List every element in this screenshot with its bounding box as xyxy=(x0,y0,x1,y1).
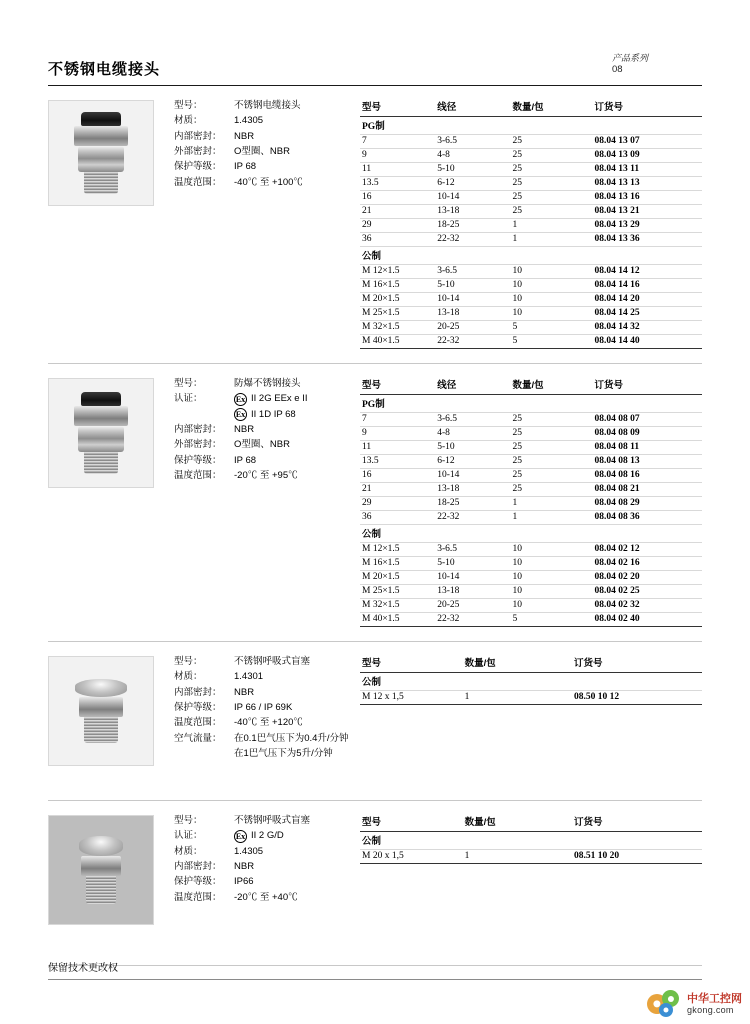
table-row xyxy=(360,412,702,426)
spec-value: 1.4305 xyxy=(234,115,264,127)
column-header-diameter: 线径 xyxy=(435,98,510,117)
table-group-row xyxy=(360,831,702,849)
column-header-type: 型号 xyxy=(360,813,463,832)
spec-label: 内部密封： xyxy=(174,861,222,873)
cell-qty: 1 xyxy=(510,496,592,510)
cell-type: M 12 x 1,5 xyxy=(360,690,463,704)
cell-order: 08.04 08 13 xyxy=(593,454,702,468)
spec-value: IP66 xyxy=(234,876,254,888)
cell-type: 11 xyxy=(360,440,435,454)
spec-value: NBR xyxy=(234,861,255,873)
watermark-url: gkong.com xyxy=(687,1005,734,1016)
product-table-3 xyxy=(354,654,702,705)
table-row xyxy=(360,334,702,348)
cell-type: 11 xyxy=(360,162,435,176)
footer-rule xyxy=(48,979,702,980)
page-header xyxy=(48,52,702,86)
cell-order: 08.04 14 25 xyxy=(593,306,702,320)
cell-diameter: 6-12 xyxy=(435,176,510,190)
cell-type: 7 xyxy=(360,412,435,426)
cell-type: 29 xyxy=(360,496,435,510)
spec-label: 材质： xyxy=(174,845,203,857)
product-specs-4 xyxy=(156,813,354,905)
spec-value: 不锈钢电缆接头 xyxy=(234,99,301,111)
cell-diameter: 22-32 xyxy=(435,612,510,626)
cell-type: 21 xyxy=(360,204,435,218)
product-table-4 xyxy=(354,813,702,864)
product-photo-cell xyxy=(48,813,156,925)
cell-qty: 10 xyxy=(510,556,592,570)
cell-type: M 12×1.5 xyxy=(360,542,435,556)
column-header-qty: 数量/包 xyxy=(510,376,592,395)
cell-order: 08.04 08 07 xyxy=(593,412,702,426)
cell-qty: 25 xyxy=(510,426,592,440)
cell-diameter: 13-18 xyxy=(435,584,510,598)
cell-qty: 1 xyxy=(463,690,572,704)
cell-qty: 25 xyxy=(510,134,592,148)
cell-order: 08.04 13 07 xyxy=(593,134,702,148)
spec-row xyxy=(174,844,354,859)
product-specs-3 xyxy=(156,654,354,762)
cell-diameter: 10-14 xyxy=(435,468,510,482)
cell-type: M 25×1.5 xyxy=(360,306,435,320)
cell-qty: 10 xyxy=(510,570,592,584)
product-block-1 xyxy=(48,86,702,349)
table-row xyxy=(360,612,702,626)
spec-label: 外部密封： xyxy=(174,146,222,158)
ex-text: II 2G EEx e II xyxy=(251,393,308,405)
spec-value: 不锈钢呼吸式盲塞 xyxy=(234,814,311,826)
column-header-qty: 数量/包 xyxy=(463,813,572,832)
ex-icon: Ex xyxy=(235,831,246,841)
spec-row xyxy=(174,669,354,684)
spec-row xyxy=(174,746,354,761)
spec-row xyxy=(174,715,354,730)
group-label: 公制 xyxy=(360,246,702,264)
table-row xyxy=(360,510,702,524)
spec-label: 认证： xyxy=(174,393,203,405)
cell-diameter: 13-18 xyxy=(435,306,510,320)
spec-row xyxy=(174,159,354,174)
product-block-3 xyxy=(48,642,702,766)
column-header-order: 订货号 xyxy=(593,376,702,395)
cell-type: 9 xyxy=(360,148,435,162)
table-row xyxy=(360,556,702,570)
spec-value: 1.4305 xyxy=(234,845,264,857)
product-photo-cell xyxy=(48,376,156,488)
cell-qty: 5 xyxy=(510,334,592,348)
spec-label: 保护等级： xyxy=(174,454,222,466)
table-row xyxy=(360,570,702,584)
cell-qty: 1 xyxy=(510,232,592,246)
cell-order: 08.04 08 29 xyxy=(593,496,702,510)
cell-diameter: 4-8 xyxy=(435,426,510,440)
ex-certification-line xyxy=(234,407,354,422)
cell-order: 08.04 08 16 xyxy=(593,468,702,482)
table-row xyxy=(360,134,702,148)
cell-order: 08.04 13 13 xyxy=(593,176,702,190)
spec-row xyxy=(174,129,354,144)
table-header-row xyxy=(360,813,702,832)
table-row xyxy=(360,454,702,468)
spec-label: 温度范围： xyxy=(174,470,222,482)
column-header-type: 型号 xyxy=(360,654,463,673)
spec-row xyxy=(174,685,354,700)
cell-diameter: 13-18 xyxy=(435,482,510,496)
cell-qty: 10 xyxy=(510,584,592,598)
cell-type: 9 xyxy=(360,426,435,440)
cell-type: 36 xyxy=(360,232,435,246)
group-label: 公制 xyxy=(360,524,702,542)
spec-row xyxy=(174,391,354,422)
spec-value: -40℃ 至 +120℃ xyxy=(234,717,303,729)
cell-order: 08.04 08 21 xyxy=(593,482,702,496)
cell-order: 08.04 13 21 xyxy=(593,204,702,218)
cell-type: M 40×1.5 xyxy=(360,612,435,626)
table-row xyxy=(360,232,702,246)
cell-diameter: 5-10 xyxy=(435,162,510,176)
spec-value: -20℃ 至 +40℃ xyxy=(234,891,298,903)
page-title: 不锈钢电缆接头 xyxy=(48,60,161,78)
page-footer xyxy=(48,959,702,980)
spec-label: 内部密封： xyxy=(174,686,222,698)
spec-value: 在1巴气压下为5升/分钟 xyxy=(234,748,333,760)
table-row xyxy=(360,148,702,162)
cell-type: 21 xyxy=(360,482,435,496)
gears-icon xyxy=(647,990,683,1018)
product-table-2 xyxy=(354,376,702,627)
spec-row xyxy=(174,468,354,483)
product-specs-1 xyxy=(156,98,354,190)
cell-type: 7 xyxy=(360,134,435,148)
table-row xyxy=(360,306,702,320)
spec-row xyxy=(174,113,354,128)
spec-row xyxy=(174,422,354,437)
spec-row xyxy=(174,453,354,468)
cell-diameter: 22-32 xyxy=(435,510,510,524)
column-header-diameter: 线径 xyxy=(435,376,510,395)
cell-diameter: 20-25 xyxy=(435,320,510,334)
cell-diameter: 10-14 xyxy=(435,190,510,204)
spec-label: 温度范围： xyxy=(174,176,222,188)
table-group-row xyxy=(360,672,702,690)
cell-diameter: 10-14 xyxy=(435,292,510,306)
group-label: PG制 xyxy=(360,394,702,412)
cell-qty: 25 xyxy=(510,482,592,496)
cell-diameter: 22-32 xyxy=(435,232,510,246)
cell-qty: 25 xyxy=(510,468,592,482)
spec-value: 防爆不锈钢接头 xyxy=(234,377,301,389)
cell-diameter: 3-6.5 xyxy=(435,134,510,148)
spec-label: 温度范围： xyxy=(174,717,222,729)
cell-type: 16 xyxy=(360,468,435,482)
column-header-type: 型号 xyxy=(360,98,435,117)
table-header-row xyxy=(360,376,702,395)
table-row xyxy=(360,482,702,496)
product-specs-2 xyxy=(156,376,354,484)
spec-value: IP 68 xyxy=(234,161,257,173)
table-row xyxy=(360,690,702,704)
table-row xyxy=(360,204,702,218)
spec-row xyxy=(174,890,354,905)
series-number: 08 xyxy=(612,64,623,76)
spec-value: IP 68 xyxy=(234,454,257,466)
cell-qty: 25 xyxy=(510,454,592,468)
ex-certification-line xyxy=(234,828,354,843)
cell-diameter: 22-32 xyxy=(435,334,510,348)
table-row xyxy=(360,468,702,482)
spec-label: 空气流量： xyxy=(174,732,222,744)
spec-row xyxy=(174,376,354,391)
spec-label: 保护等级： xyxy=(174,702,222,714)
cell-diameter: 3-6.5 xyxy=(435,412,510,426)
cell-order: 08.04 13 09 xyxy=(593,148,702,162)
table-group-row xyxy=(360,524,702,542)
cell-type: M 16×1.5 xyxy=(360,556,435,570)
spec-label: 材质： xyxy=(174,115,203,127)
cell-type: M 32×1.5 xyxy=(360,598,435,612)
watermark-text xyxy=(687,993,742,1016)
cell-order: 08.04 08 11 xyxy=(593,440,702,454)
cell-order: 08.04 02 25 xyxy=(593,584,702,598)
stainless-breather-plug-atex-photo xyxy=(48,815,154,925)
table-header-row xyxy=(360,654,702,673)
spec-row xyxy=(174,437,354,452)
cell-type: 16 xyxy=(360,190,435,204)
cell-qty: 10 xyxy=(510,306,592,320)
cell-order: 08.50 10 12 xyxy=(572,690,702,704)
spec-value: -40℃ 至 +100℃ xyxy=(234,176,303,188)
spec-label: 型号： xyxy=(174,655,203,667)
cell-qty: 25 xyxy=(510,440,592,454)
spec-value: 1.4301 xyxy=(234,671,264,683)
cell-qty: 10 xyxy=(510,278,592,292)
cell-order: 08.04 13 36 xyxy=(593,232,702,246)
cell-order: 08.04 02 20 xyxy=(593,570,702,584)
cell-diameter: 5-10 xyxy=(435,278,510,292)
table-row xyxy=(360,264,702,278)
cell-type: M 16×1.5 xyxy=(360,278,435,292)
cell-qty: 25 xyxy=(510,176,592,190)
table-row xyxy=(360,190,702,204)
product-block-4 xyxy=(48,801,702,925)
cell-diameter: 18-25 xyxy=(435,496,510,510)
column-header-order: 订货号 xyxy=(572,654,702,673)
ex-certification-line xyxy=(234,391,354,406)
watermark-site-name: 中华工控网 xyxy=(687,992,742,1005)
cell-order: 08.04 14 12 xyxy=(593,264,702,278)
spec-value: -20℃ 至 +95℃ xyxy=(234,470,298,482)
spec-value: 在0.1巴气压下为0.4升/分钟 xyxy=(234,732,349,744)
cell-order: 08.04 02 12 xyxy=(593,542,702,556)
cell-diameter: 10-14 xyxy=(435,570,510,584)
table-header-row xyxy=(360,98,702,117)
cell-type: M 32×1.5 xyxy=(360,320,435,334)
spec-label: 型号： xyxy=(174,814,203,826)
column-header-order: 订货号 xyxy=(593,98,702,117)
cell-type: 36 xyxy=(360,510,435,524)
cell-type: M 25×1.5 xyxy=(360,584,435,598)
cell-qty: 5 xyxy=(510,320,592,334)
cell-qty: 10 xyxy=(510,292,592,306)
stainless-steel-cable-gland-photo xyxy=(48,100,154,206)
spec-row xyxy=(174,175,354,190)
table-row xyxy=(360,218,702,232)
table-row xyxy=(360,278,702,292)
cell-diameter: 4-8 xyxy=(435,148,510,162)
table-row xyxy=(360,292,702,306)
cell-qty: 1 xyxy=(510,218,592,232)
cell-qty: 25 xyxy=(510,412,592,426)
spec-label: 温度范围： xyxy=(174,891,222,903)
spec-row xyxy=(174,813,354,828)
spec-label: 型号： xyxy=(174,99,203,111)
spec-row xyxy=(174,144,354,159)
cell-qty: 5 xyxy=(510,612,592,626)
cell-diameter: 13-18 xyxy=(435,204,510,218)
cell-order: 08.51 10 20 xyxy=(572,849,702,863)
spec-label xyxy=(174,746,234,761)
column-header-order: 订货号 xyxy=(572,813,702,832)
cell-type: M 40×1.5 xyxy=(360,334,435,348)
column-header-qty: 数量/包 xyxy=(510,98,592,117)
cell-qty: 10 xyxy=(510,598,592,612)
cell-qty: 1 xyxy=(463,849,572,863)
spec-row xyxy=(174,654,354,669)
table-row xyxy=(360,542,702,556)
spec-row xyxy=(174,731,354,746)
cell-order: 08.04 14 16 xyxy=(593,278,702,292)
spec-value: O型圈、NBR xyxy=(234,146,290,158)
spec-label: 认证： xyxy=(174,830,203,842)
spec-row xyxy=(174,859,354,874)
table-row xyxy=(360,176,702,190)
table-row xyxy=(360,598,702,612)
spec-value: IP 66 / IP 69K xyxy=(234,702,293,714)
cell-qty: 10 xyxy=(510,542,592,556)
cell-diameter: 6-12 xyxy=(435,454,510,468)
spec-row xyxy=(174,98,354,113)
cell-qty: 10 xyxy=(510,264,592,278)
group-label: PG制 xyxy=(360,116,702,134)
table-row xyxy=(360,584,702,598)
spec-label: 型号： xyxy=(174,377,203,389)
cell-qty: 25 xyxy=(510,190,592,204)
cell-diameter: 18-25 xyxy=(435,218,510,232)
column-header-type: 型号 xyxy=(360,376,435,395)
spec-row xyxy=(174,828,354,843)
cell-order: 08.04 08 36 xyxy=(593,510,702,524)
spec-label: 内部密封： xyxy=(174,130,222,142)
ex-text: II 2 G/D xyxy=(251,830,284,842)
spec-value: 不锈钢呼吸式盲塞 xyxy=(234,655,311,667)
column-header-qty: 数量/包 xyxy=(463,654,572,673)
group-label: 公制 xyxy=(360,672,702,690)
spec-label: 材质： xyxy=(174,671,203,683)
product-photo-cell xyxy=(48,654,156,766)
stainless-breather-plug-photo xyxy=(48,656,154,766)
explosion-proof-stainless-gland-photo xyxy=(48,378,154,488)
cell-qty: 25 xyxy=(510,162,592,176)
cell-order: 08.04 13 11 xyxy=(593,162,702,176)
cell-diameter: 5-10 xyxy=(435,440,510,454)
cell-diameter: 3-6.5 xyxy=(435,542,510,556)
cell-order: 08.04 02 40 xyxy=(593,612,702,626)
cell-type: M 20×1.5 xyxy=(360,292,435,306)
cell-type: M 20 x 1,5 xyxy=(360,849,463,863)
cell-order: 08.04 13 29 xyxy=(593,218,702,232)
spec-value: O型圈、NBR xyxy=(234,439,290,451)
ex-icon: Ex xyxy=(235,409,246,419)
spec-value: NBR xyxy=(234,424,255,436)
table-row xyxy=(360,162,702,176)
spec-label: 保护等级： xyxy=(174,876,222,888)
cell-diameter: 3-6.5 xyxy=(435,264,510,278)
cell-qty: 25 xyxy=(510,148,592,162)
table-row xyxy=(360,849,702,863)
ex-text: II 1D IP 68 xyxy=(251,408,296,420)
cell-qty: 25 xyxy=(510,204,592,218)
ex-icon: Ex xyxy=(235,394,246,404)
product-table-1 xyxy=(354,98,702,349)
spec-value: NBR xyxy=(234,130,255,142)
table-row xyxy=(360,426,702,440)
certification-values xyxy=(234,828,354,843)
table-row xyxy=(360,496,702,510)
cell-order: 08.04 14 20 xyxy=(593,292,702,306)
cell-qty: 1 xyxy=(510,510,592,524)
spec-value: NBR xyxy=(234,686,255,698)
footer-note: 保留技术更改权 xyxy=(48,963,118,974)
cell-type: M 12×1.5 xyxy=(360,264,435,278)
product-block-2 xyxy=(48,364,702,627)
certification-values xyxy=(234,391,354,422)
spec-row xyxy=(174,700,354,715)
cell-order: 08.04 14 40 xyxy=(593,334,702,348)
table-row xyxy=(360,440,702,454)
cell-order: 08.04 14 32 xyxy=(593,320,702,334)
spec-label: 外部密封： xyxy=(174,439,222,451)
cell-diameter: 20-25 xyxy=(435,598,510,612)
table-group-row xyxy=(360,246,702,264)
series-label: 产品系列 xyxy=(612,53,649,63)
cell-diameter: 5-10 xyxy=(435,556,510,570)
table-group-row xyxy=(360,394,702,412)
cell-type: 29 xyxy=(360,218,435,232)
spec-label: 内部密封： xyxy=(174,424,222,436)
cell-type: 13.5 xyxy=(360,176,435,190)
table-row xyxy=(360,320,702,334)
spec-row xyxy=(174,874,354,889)
cell-order: 08.04 13 16 xyxy=(593,190,702,204)
site-watermark xyxy=(647,990,742,1018)
cell-order: 08.04 02 16 xyxy=(593,556,702,570)
spec-label: 保护等级： xyxy=(174,161,222,173)
group-label: 公制 xyxy=(360,831,702,849)
table-group-row xyxy=(360,116,702,134)
cell-type: 13.5 xyxy=(360,454,435,468)
cell-order: 08.04 02 32 xyxy=(593,598,702,612)
product-photo-cell xyxy=(48,98,156,206)
cell-type: M 20×1.5 xyxy=(360,570,435,584)
cell-order: 08.04 08 09 xyxy=(593,426,702,440)
product-series-block xyxy=(612,52,702,79)
